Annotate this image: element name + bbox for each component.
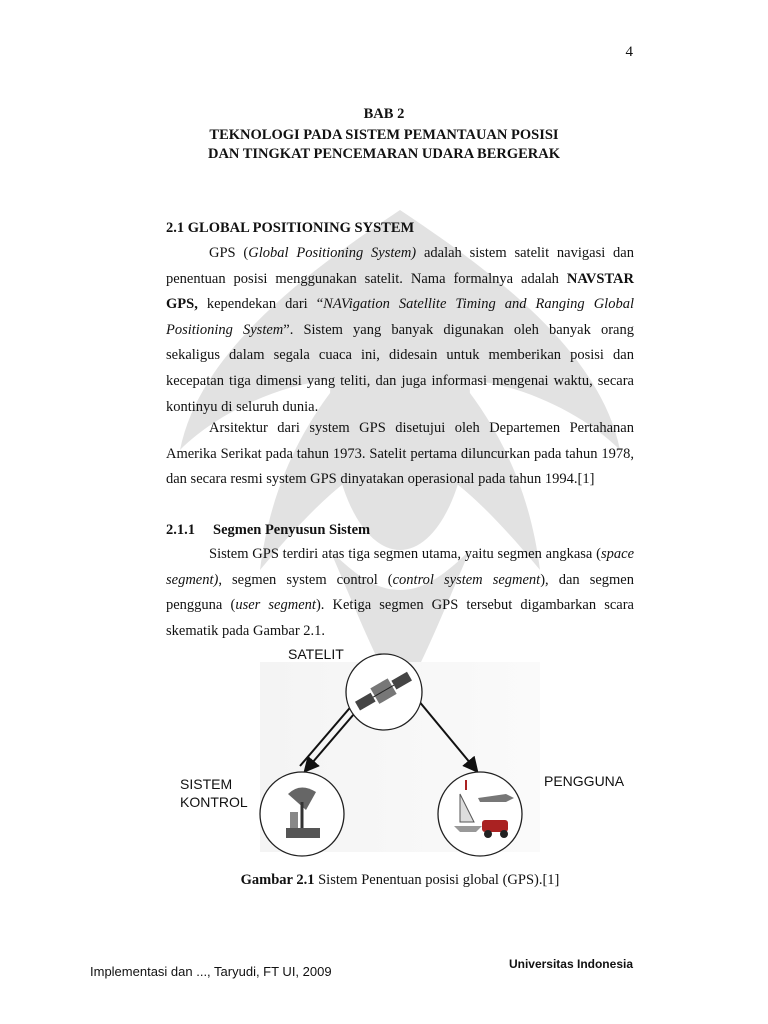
section-heading-2-1: 2.1 GLOBAL POSITIONING SYSTEM: [166, 220, 415, 236]
caption-label: Gambar 2.1: [240, 872, 315, 888]
vehicles-icon: [438, 772, 522, 856]
label-pengguna: PENGGUNA: [544, 773, 625, 789]
footer-university: Universitas Indonesia: [508, 957, 633, 971]
paragraph-segments: Sistem GPS terdiri atas tiga segmen utama, yaitu segmen angkasa (space segment), segmen system control (control system segment), dan segmen pengguna (user segment). Ketiga segmen GPS tersebut digambarkan scara skematik pada Gambar 2.1.: [166, 546, 634, 639]
paragraph-gps-history: Arsitektur dari system GPS disetujui oleh Departemen Pertahanan Amerika Serikat pada tahun 1973. Satelit pertama diluncurkan pada tahun 1978, dan secara resmi system GPS dinyatakan operasional pada tahun 1994.[1]: [166, 420, 634, 488]
gps-diagram-graphic: [170, 642, 630, 862]
footer-citation: Implementasi dan ..., Taryudi, FT UI, 2009: [90, 964, 332, 979]
satellite-icon: [346, 654, 422, 730]
label-satelit: SATELIT: [288, 646, 344, 662]
figure-caption: [0, 872, 768, 889]
chapter-title-line1: TEKNOLOGI PADA SISTEM PEMANTAUAN POSISI: [209, 127, 559, 143]
chapter-label: BAB 2: [363, 106, 405, 122]
caption-text: Sistem Penentuan posisi global (GPS).[1]: [314, 872, 560, 888]
page-number: 4: [625, 44, 633, 60]
gps-diagram: [170, 642, 630, 862]
label-kontrol: KONTROL: [180, 794, 248, 810]
paragraph-gps-intro: GPS (Global Positioning System) adalah sistem satelit navigasi dan penentuan posisi menggunakan satelit. Nama formalnya adalah NAVSTAR GPS, kependekan dari “NAVigation Satellite Timing and Ranging Global Positioning System”. Sistem yang banyak digunakan oleh banyak orang sekaligus dalam segala cuaca ini, didesain untuk memberikan posisi dan kecepatan tiga dimensi yang teliti, dan juga informasi mengenai waktu, secara kontinyu di seluruh dunia.: [166, 245, 634, 415]
section-title: Segmen Penyusun Sistem: [213, 522, 371, 538]
satellite-dish-icon: [260, 772, 344, 856]
chapter-title-line2: DAN TINGKAT PENCEMARAN UDARA BERGERAK: [207, 146, 561, 162]
label-sistem: SISTEM: [180, 776, 233, 792]
section-heading-2-1-1: [166, 522, 370, 539]
section-number: 2.1.1: [166, 522, 195, 538]
